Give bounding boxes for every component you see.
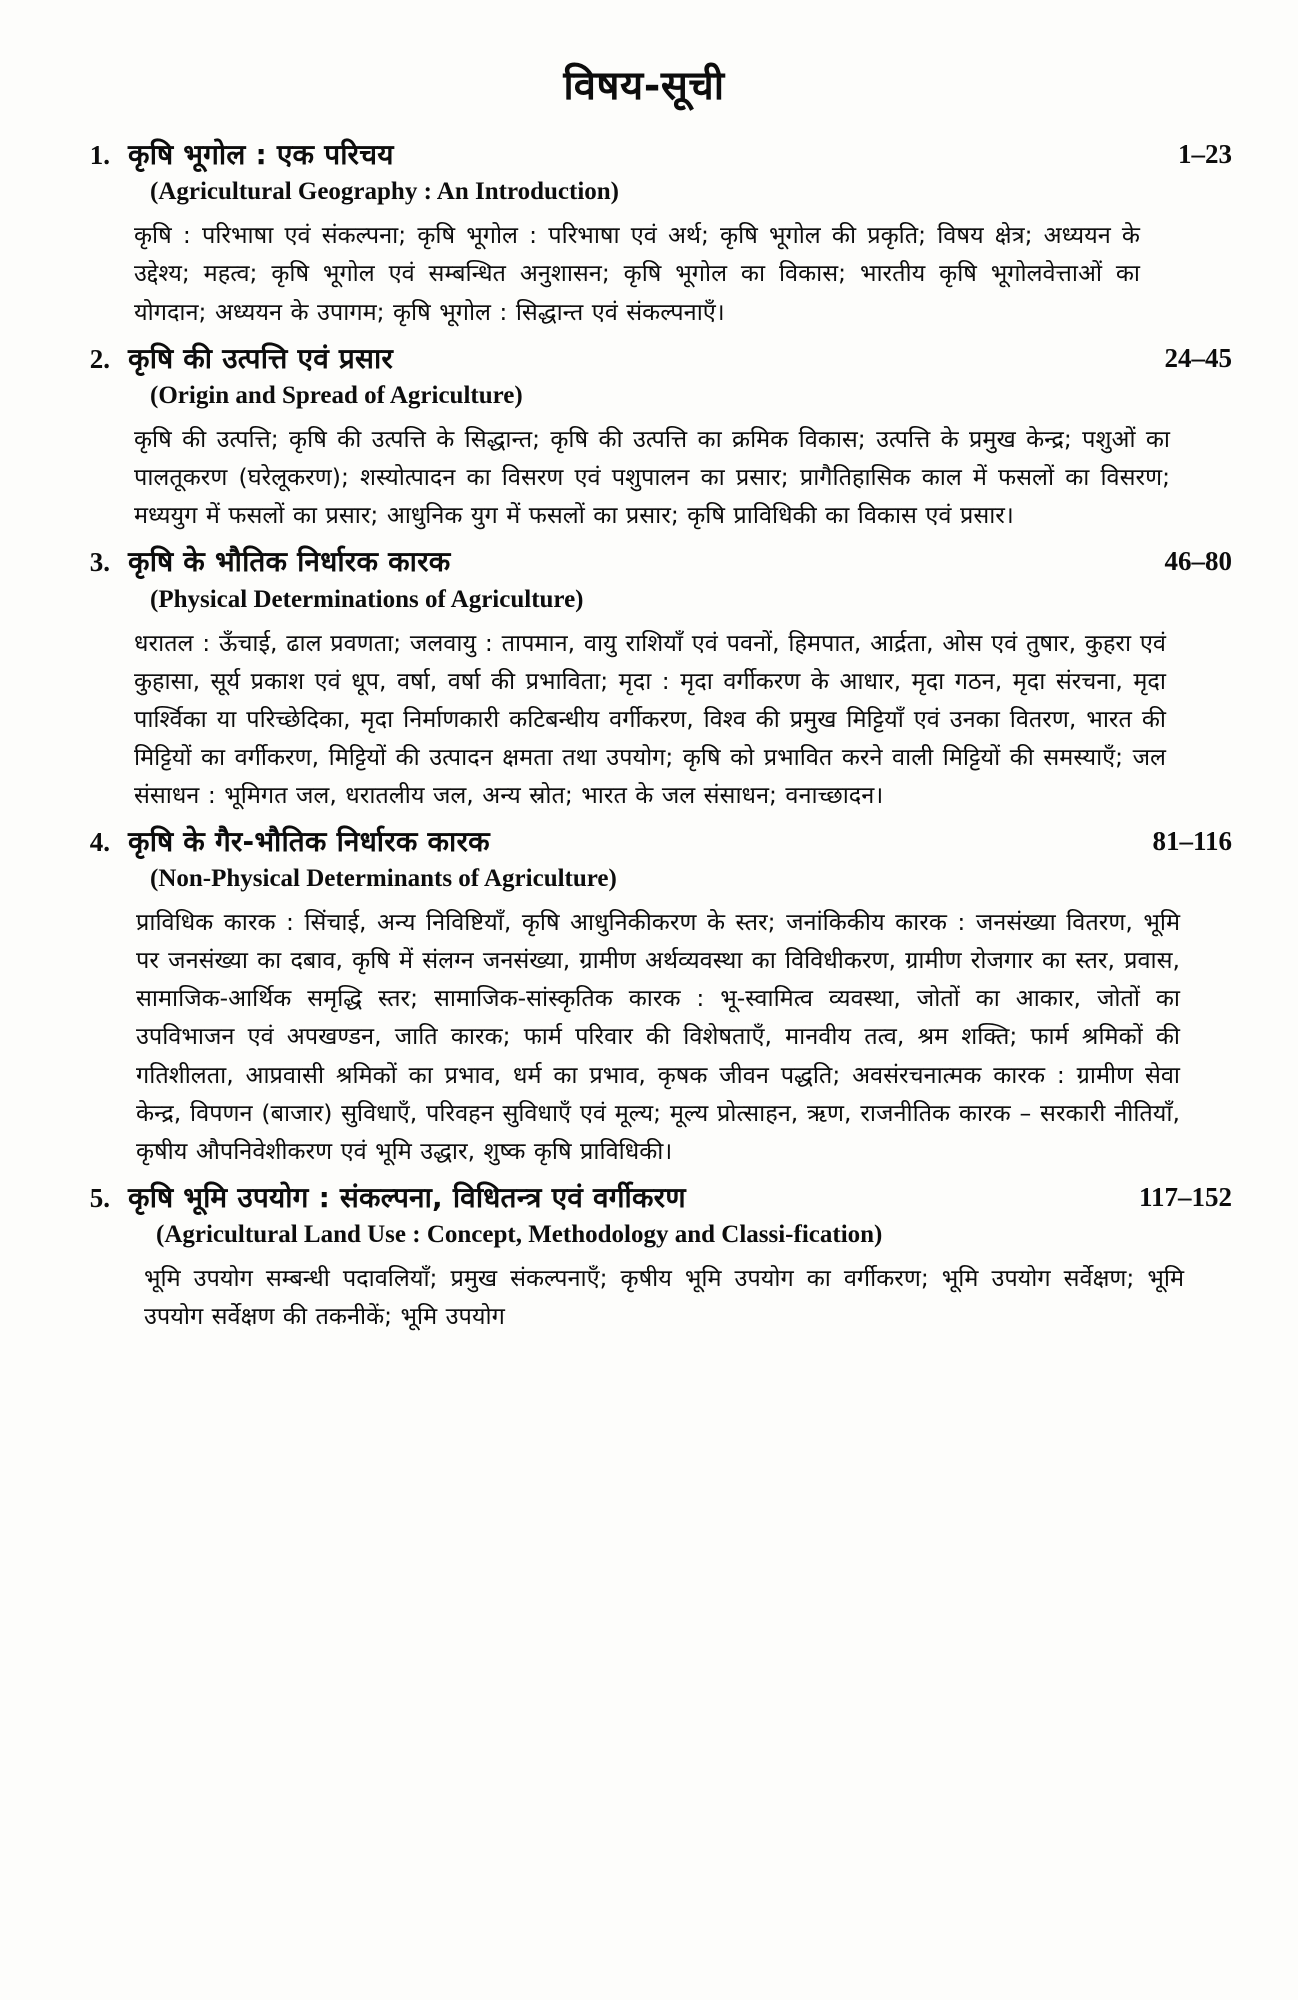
table-of-contents [56, 137, 1232, 1335]
toc-entry-titles [128, 137, 1232, 208]
toc-entry-titles [128, 824, 1232, 895]
toc-entry-page-range: 81–116 [1152, 825, 1232, 856]
toc-entry-title-hindi[interactable]: कृषि भूगोल : एक परिचय [128, 138, 394, 171]
toc-entry-head [56, 544, 1232, 615]
toc-entry-titles [128, 544, 1232, 615]
toc-entry-number: 4. [89, 826, 110, 857]
toc-entry-title-hindi[interactable]: कृषि के भौतिक निर्धारक कारक [128, 545, 451, 579]
toc-entry-number: 3. [89, 547, 110, 578]
toc-entry-description: भूमि उपयोग सम्बन्धी पदावलियाँ; प्रमुख संकल्पनाएँ; कृषीय भूमि उपयोग का वर्गीकरण; भूमि उपयोग सर्वेक्षण; भूमि उपयोग सर्वेक्षण की तकनीकें; भूमि उपयोग [144, 1264, 1184, 1331]
toc-entry [56, 544, 1232, 814]
toc-entry-title-hindi[interactable]: कृषि भूमि उपयोग : संकल्पना, विधितन्त्र एवं वर्गीकरण [128, 1180, 686, 1214]
toc-entry [56, 1180, 1232, 1336]
toc-entry-description: प्राविधिक कारक : सिंचाई, अन्य निविष्टियाँ, कृषि आधुनिकीकरण के स्तर; जनांकिकीय कारक : जनसंख्या वितरण, भूमि पर जनसंख्या का दबाव, कृषि में संलग्न जनसंख्या, ग्रामीण अर्थव्यवस्था का विविधीकरण, ग्रामीण रोजगार का स्तर, प्रवास, सामाजिक-आर्थिक समृद्धि स्तर; सामाजिक-सांस्कृतिक कारक : भू-स्वामित्व व्यवस्था, जोतों का आकार, जोतों का उपविभाजन एवं अपखण्डन, जाति कारक; फार्म परिवार की विशेषताएँ, मानवीय तत्व, श्रम शक्ति; फार्म श्रमिकों की गतिशीलता, आप्रवासी श्रमिकों का प्रभाव, धर्म का प्रभाव, कृषक जीवन पद्धति; अवसंरचनात्मक कारक : ग्रामीण सेवा केन्द्र, विपणन (बाजार) सुविधाएँ, परिवहन सुविधाएँ एवं मूल्य; मूल्य प्रोत्साहन, ऋण, राजनीतिक कारक – सरकारी नीतियाँ, कृषीय औपनिवेशीकरण एवं भूमि उद्धार, शुष्क कृषि प्राविधिकी। [136, 908, 1180, 1165]
toc-entry [56, 824, 1232, 1170]
toc-entry-title-english: (Non-Physical Determinants of Agriculture) [150, 865, 617, 893]
toc-entry-title-hindi[interactable]: कृषि के गैर-भौतिक निर्धारक कारक [128, 824, 490, 858]
toc-entry-title-english: (Origin and Spread of Agriculture) [150, 381, 523, 409]
toc-entry-head [56, 824, 1232, 895]
toc-entry-number: 1. [89, 140, 110, 170]
toc-entry-head [56, 1180, 1232, 1251]
toc-entry-page-range: 24–45 [1164, 342, 1232, 373]
toc-entry-head [56, 137, 1232, 208]
toc-entry-title-hindi[interactable]: कृषि की उत्पत्ति एवं प्रसार [128, 341, 394, 375]
toc-entry-title-english: (Physical Determinations of Agriculture) [150, 585, 584, 613]
toc-entry-head [56, 341, 1232, 412]
toc-entry-description: कृषि की उत्पत्ति; कृषि की उत्पत्ति के सिद्धान्त; कृषि की उत्पत्ति का क्रमिक विकास; उत्पत्ति के प्रमुख केन्द्र; पशुओं का पालतूकरण (घरेलूकरण); शस्योत्पादन का विसरण एवं पशुपालन का प्रसार; प्रागैतिहासिक काल में फसलों का विसरण; मध्ययुग में फसलों का प्रसार; आधुनिक युग में फसलों का प्रसार; कृषि प्राविधिकी का विकास एवं प्रसार। [134, 424, 1170, 530]
toc-entry-page-range: 46–80 [1164, 546, 1232, 577]
toc-entry-description: कृषि : परिभाषा एवं संकल्पना; कृषि भूगोल : परिभाषा एवं अर्थ; कृषि भूगोल की प्रकृति; विषय क्षेत्र; अध्ययन के उद्देश्य; महत्व; कृषि भूगोल एवं सम्बन्धित अनुशासन; कृषि भूगोल का विकास; भारतीय कृषि भूगोलवेत्ताओं का योगदान; अध्ययन के उपागम; कृषि भूगोल : सिद्धान्त एवं संकल्पनाएँ। [134, 221, 1140, 326]
toc-entry-titles [128, 341, 1232, 412]
toc-entry-number: 5. [89, 1182, 110, 1213]
toc-entry [56, 137, 1232, 331]
toc-entry-number: 2. [89, 343, 110, 374]
toc-entry-title-english: (Agricultural Geography : An Introduction) [150, 178, 619, 206]
toc-entry-description: धरातल : ऊँचाई, ढाल प्रवणता; जलवायु : तापमान, वायु राशियाँ एवं पवनों, हिमपात, आर्द्रता, ओस एवं तुषार, कुहरा एवं कुहासा, सूर्य प्रकाश एवं धूप, वर्षा, वर्षा की प्रभाविता; मृदा : मृदा वर्गीकरण के आधार, मृदा गठन, मृदा संरचना, मृदा पार्श्विका या परिच्छेदिका, मृदा निर्माणकारी कटिबन्धीय वर्गीकरण, विश्व की प्रमुख मिट्टियाँ एवं उनका वितरण, भारत की मिट्टियों का वर्गीकरण, मिट्टियों की उत्पादन क्षमता तथा उपयोग; कृषि को प्रभावित करने वाली मिट्टियों की समस्याएँ; जल संसाधन : भूमिगत जल, धरातलीय जल, अन्य स्रोत; भारत के जल संसाधन; वनाच्छादन। [134, 628, 1166, 809]
toc-entry [56, 341, 1232, 535]
toc-entry-page-range: 117–152 [1138, 1181, 1232, 1212]
page-title: विषय-सूची [563, 63, 725, 109]
toc-entry-page-range: 1–23 [1178, 139, 1232, 169]
toc-entry-title-english: (Agricultural Land Use : Concept, Methodology and Classi-fication) [156, 1221, 883, 1249]
toc-entry-titles [128, 1180, 1232, 1251]
